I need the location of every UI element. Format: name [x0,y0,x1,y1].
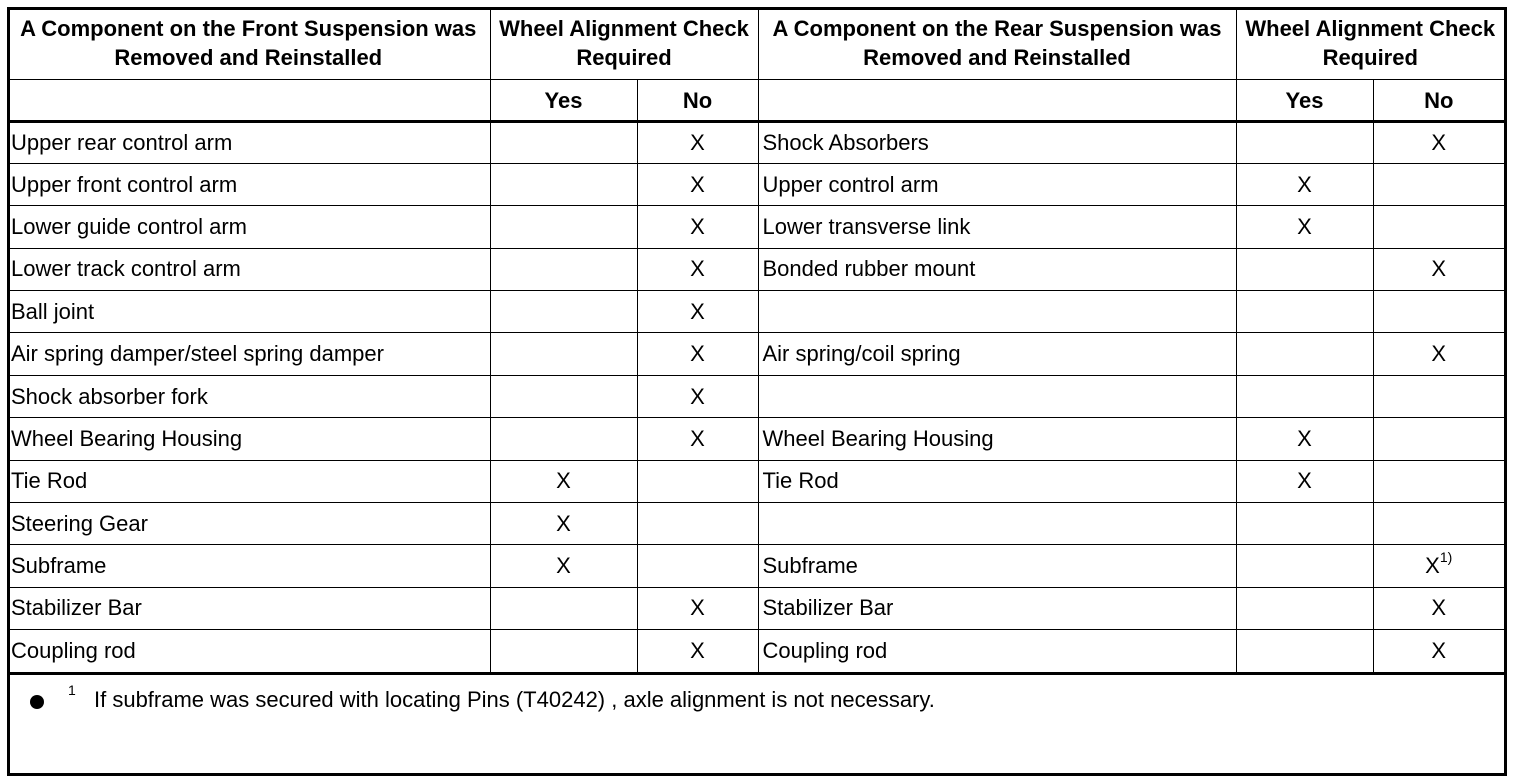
rear-no-cell-text: X [1431,595,1447,621]
front-yes-cell [490,163,637,205]
rear-component-cell [758,206,1236,248]
rear-no-cell [1373,630,1504,672]
table-row [7,418,1504,460]
rear-component-cell [758,163,1236,205]
front-no-cell [637,460,758,502]
front-no-cell [637,418,758,460]
front-no-cell [637,121,758,163]
front-component-cell [7,121,490,163]
rear-component-cell-text: Air spring/coil spring [762,341,961,367]
rear-component-cell [758,587,1236,629]
front-component-cell-text: Shock absorber fork [11,383,208,409]
rear-no-cell [1373,333,1504,375]
rear-yes-header: Yes [1236,79,1373,121]
wheel-alignment-table [7,7,1504,673]
front-yes-cell-text: X [556,510,571,536]
rear-yes-cell-text: X [1297,468,1312,494]
front-blank-subheader [7,79,490,121]
rear-component-cell [758,418,1236,460]
front-yes-cell [490,460,637,502]
front-no-cell-text: X [690,637,705,663]
front-yes-cell [490,248,637,290]
rear-yes-cell [1236,503,1373,545]
rear-no-cell-text: X [1425,553,1440,579]
front-component-cell-text: Air spring damper/steel spring damper [11,341,384,367]
front-component-cell-text: Lower guide control arm [11,213,248,239]
rear-component-header: A Component on the Rear Suspension was Removed and Reinstalled [758,7,1236,79]
rear-no-cell-text: X [1431,129,1447,155]
front-no-cell [637,587,758,629]
front-no-cell [637,291,758,333]
rear-component-cell [758,545,1236,587]
rear-yes-cell-text: X [1297,213,1312,239]
rear-no-cell [1373,460,1504,502]
rear-component-cell [758,333,1236,375]
front-no-cell [637,503,758,545]
front-no-cell-text: X [690,595,705,621]
front-yes-cell-text: X [556,553,571,579]
rear-yes-cell [1236,248,1373,290]
front-yes-cell [490,503,637,545]
front-no-header: No [637,79,758,121]
front-component-cell-text: Subframe [11,553,107,579]
table-row [7,333,1504,375]
table-row [7,545,1504,587]
rear-blank-subheader [758,79,1236,121]
rear-component-cell-text: Tie Rod [762,468,839,494]
table-row [7,503,1504,545]
front-yes-cell [490,587,637,629]
front-component-cell-text: Tie Rod [11,468,88,494]
front-yes-cell [490,375,637,417]
subheader-row [7,79,1504,121]
table-row [7,163,1504,205]
rear-component-cell [758,291,1236,333]
rear-component-cell [758,248,1236,290]
front-component-cell [7,503,490,545]
rear-no-cell [1373,545,1504,587]
rear-component-cell [758,630,1236,672]
front-component-header: A Component on the Front Suspension was Removed and Reinstalled [7,7,490,79]
front-component-cell [7,630,490,672]
front-component-cell-text: Stabilizer Bar [11,595,142,621]
rear-no-cell [1373,206,1504,248]
rear-yes-cell [1236,333,1373,375]
front-check-header: Wheel Alignment Check Required [490,7,758,79]
table-row [7,587,1504,629]
header-row [7,7,1504,79]
bullet-icon [30,695,44,709]
rear-yes-cell [1236,418,1373,460]
front-no-cell [637,248,758,290]
front-component-cell-text: Lower track control arm [11,256,241,282]
rear-yes-cell-text: X [1297,425,1312,451]
front-no-cell-text: X [690,213,705,239]
rear-yes-cell [1236,630,1373,672]
front-component-cell [7,587,490,629]
front-no-cell [637,206,758,248]
rear-yes-cell [1236,545,1373,587]
rear-component-cell-text: Shock Absorbers [762,129,929,155]
table-row [7,291,1504,333]
front-no-cell [637,630,758,672]
front-component-cell [7,206,490,248]
rear-component-cell-text: Upper control arm [762,171,939,197]
front-no-cell-text: X [690,425,705,451]
rear-yes-cell-text: X [1297,171,1312,197]
rear-yes-cell [1236,121,1373,163]
front-no-cell-text: X [690,341,705,367]
front-component-cell-text: Wheel Bearing Housing [11,425,243,451]
rear-yes-cell [1236,375,1373,417]
front-component-cell [7,163,490,205]
rear-component-cell [758,121,1236,163]
rear-component-cell [758,503,1236,545]
rear-component-cell-text: Stabilizer Bar [762,595,894,621]
front-component-cell [7,291,490,333]
front-no-cell-text: X [690,256,705,282]
rear-yes-cell [1236,460,1373,502]
rear-yes-cell [1236,163,1373,205]
front-no-cell [637,333,758,375]
rear-component-cell [758,375,1236,417]
rear-no-cell-text: X [1431,341,1447,367]
rear-check-header: Wheel Alignment Check Required [1236,7,1504,79]
rear-no-cell [1373,587,1504,629]
rear-no-cell [1373,291,1504,333]
front-yes-cell [490,333,637,375]
rear-component-cell-text: Subframe [762,553,858,579]
footnote-reference: 1) [1439,549,1453,566]
rear-component-cell-text: Coupling rod [762,637,888,663]
front-yes-cell [490,545,637,587]
rear-yes-cell [1236,587,1373,629]
front-component-cell [7,545,490,587]
rear-no-cell [1373,163,1504,205]
rear-no-cell [1373,503,1504,545]
front-yes-cell [490,206,637,248]
front-component-cell-text: Upper rear control arm [11,129,233,155]
rear-yes-cell [1236,206,1373,248]
rear-no-cell-text: X [1431,256,1447,282]
table-row [7,630,1504,672]
front-yes-cell [490,121,637,163]
front-no-cell [637,375,758,417]
rear-no-cell [1373,375,1504,417]
front-component-cell [7,248,490,290]
rear-yes-cell [1236,291,1373,333]
front-component-cell-text: Coupling rod [11,637,136,663]
front-component-cell-text: Steering Gear [11,510,148,536]
rear-no-header: No [1373,79,1504,121]
table-row [7,375,1504,417]
table-body [7,121,1504,672]
rear-component-cell-text: Lower transverse link [762,213,971,239]
rear-component-cell [758,460,1236,502]
front-yes-cell [490,291,637,333]
rear-component-cell-text: Bonded rubber mount [762,256,976,282]
rear-no-cell-text: X [1431,637,1447,663]
front-no-cell [637,163,758,205]
front-yes-header: Yes [490,79,637,121]
footnote-number: 1 [68,682,76,698]
table-row [7,206,1504,248]
rear-component-cell-text: Wheel Bearing Housing [762,425,994,451]
front-component-cell-text: Ball joint [11,298,95,324]
front-no-cell-text: X [690,298,705,324]
front-component-cell [7,375,490,417]
front-no-cell-text: X [690,129,705,155]
table-row [7,121,1504,163]
front-yes-cell [490,630,637,672]
front-no-cell-text: X [690,383,705,409]
front-component-cell [7,418,490,460]
front-no-cell-text: X [690,171,705,197]
front-component-cell [7,333,490,375]
front-component-cell-text: Upper front control arm [11,171,238,197]
rear-no-cell [1373,121,1504,163]
front-yes-cell-text: X [556,468,571,494]
footnote-text: If subframe was secured with locating Pins (T40242) , axle alignment is not necessary. [94,687,935,712]
front-no-cell [637,545,758,587]
footnote [10,673,1504,773]
front-component-cell [7,460,490,502]
rear-no-cell [1373,248,1504,290]
table-row [7,460,1504,502]
front-yes-cell [490,418,637,460]
table-row [7,248,1504,290]
rear-no-cell [1373,418,1504,460]
